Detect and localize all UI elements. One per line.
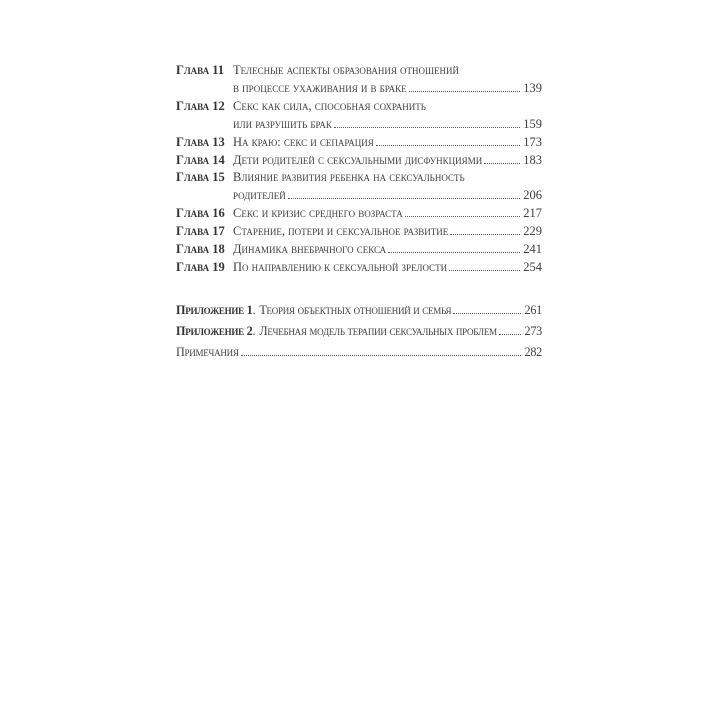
- chapter-label: Глава 13: [176, 134, 225, 149]
- toc-chapter-entry: [176, 134, 542, 152]
- appendix-label: Приложение 1: [176, 302, 253, 317]
- dot-leader: [334, 127, 520, 128]
- chapter-title: Динамика внебрачного секса: [233, 242, 387, 257]
- page-number: 229: [523, 224, 542, 239]
- toc-chapter-entry: [176, 152, 542, 170]
- dot-leader: [388, 252, 520, 253]
- page-number: 282: [524, 344, 542, 359]
- toc-line: [176, 187, 542, 205]
- page-number: 217: [523, 206, 542, 221]
- chapter-label: Глава 11: [176, 63, 225, 77]
- chapter-title: Дети родителей с сексуальными дисфункциями: [233, 152, 483, 167]
- chapter-title: По направлению к сексуальной зрелости: [233, 259, 448, 274]
- toc-line: [176, 169, 542, 187]
- dot-leader: [499, 334, 522, 335]
- dot-leader: [450, 234, 520, 235]
- chapter-title-line: Влияние развития ребенка на сексуальность: [233, 170, 465, 185]
- chapter-label: Глава 18: [176, 242, 225, 257]
- chapter-title: На краю: секс и сепарация: [233, 134, 374, 149]
- toc-chapter-entry: [176, 241, 542, 259]
- chapter-label: Глава 12: [176, 98, 225, 113]
- chapter-title-line: или разрушить брак: [233, 116, 332, 131]
- dot-leader: [453, 313, 521, 314]
- toc-line: [176, 98, 542, 116]
- toc-chapter-entry: [176, 259, 542, 277]
- chapter-label: Глава 19: [176, 259, 225, 274]
- toc-chapter-entry: [176, 205, 542, 223]
- dot-leader: [288, 198, 520, 199]
- appendix-separator: .: [252, 302, 256, 317]
- toc-line: [176, 116, 542, 134]
- appendix-separator: .: [252, 323, 256, 338]
- toc-appendix-entry: [176, 342, 542, 363]
- appendix-list: [176, 300, 542, 363]
- toc-chapter-entry: [176, 98, 542, 134]
- chapter-label: Глава 17: [176, 224, 225, 239]
- toc-line: [176, 80, 542, 98]
- dot-leader: [376, 145, 521, 146]
- appendix-title: Теория объектных отношений и семья: [259, 302, 452, 317]
- toc-chapter-entry: [176, 169, 542, 205]
- appendix-label: Приложение 2: [176, 323, 253, 338]
- chapter-label: Глава 16: [176, 206, 225, 221]
- page-number: 206: [523, 188, 542, 203]
- toc-appendix-entry: [176, 321, 542, 342]
- dot-leader: [409, 91, 521, 92]
- dot-leader: [484, 163, 520, 164]
- chapter-label: Глава 14: [176, 152, 225, 167]
- page-number: 159: [523, 116, 542, 131]
- dot-leader: [241, 355, 522, 356]
- page-number: 241: [523, 242, 542, 257]
- chapter-title-line: родителей: [233, 188, 286, 203]
- chapter-title: Старение, потери и сексуальное развитие: [233, 224, 449, 239]
- chapter-title-line: Секс как сила, способная сохранить: [233, 98, 426, 113]
- chapter-title: Секс и кризис среднего возраста: [233, 206, 403, 221]
- page-number: 183: [523, 152, 542, 167]
- page-number: 139: [523, 80, 542, 95]
- page-number: 273: [524, 323, 542, 338]
- chapter-title-line: в процессе ухаживания и в браке: [233, 80, 407, 95]
- toc-chapter-entry: [176, 62, 542, 98]
- toc-chapter-entry: [176, 223, 542, 241]
- page-number: 254: [523, 259, 542, 274]
- chapter-title-line: Телесные аспекты образования отношений: [233, 63, 460, 77]
- page-number: 173: [523, 134, 542, 149]
- appendix-title: Примечания: [176, 344, 239, 359]
- page-number: 261: [524, 302, 542, 317]
- dot-leader: [449, 270, 520, 271]
- table-of-contents: [176, 62, 542, 363]
- appendix-title: Лечебная модель терапии сексуальных проблем: [259, 323, 497, 338]
- toc-line: [176, 62, 542, 80]
- chapter-list: [176, 62, 542, 277]
- dot-leader: [405, 216, 521, 217]
- toc-appendix-entry: [176, 300, 542, 321]
- chapter-label: Глава 15: [176, 170, 225, 185]
